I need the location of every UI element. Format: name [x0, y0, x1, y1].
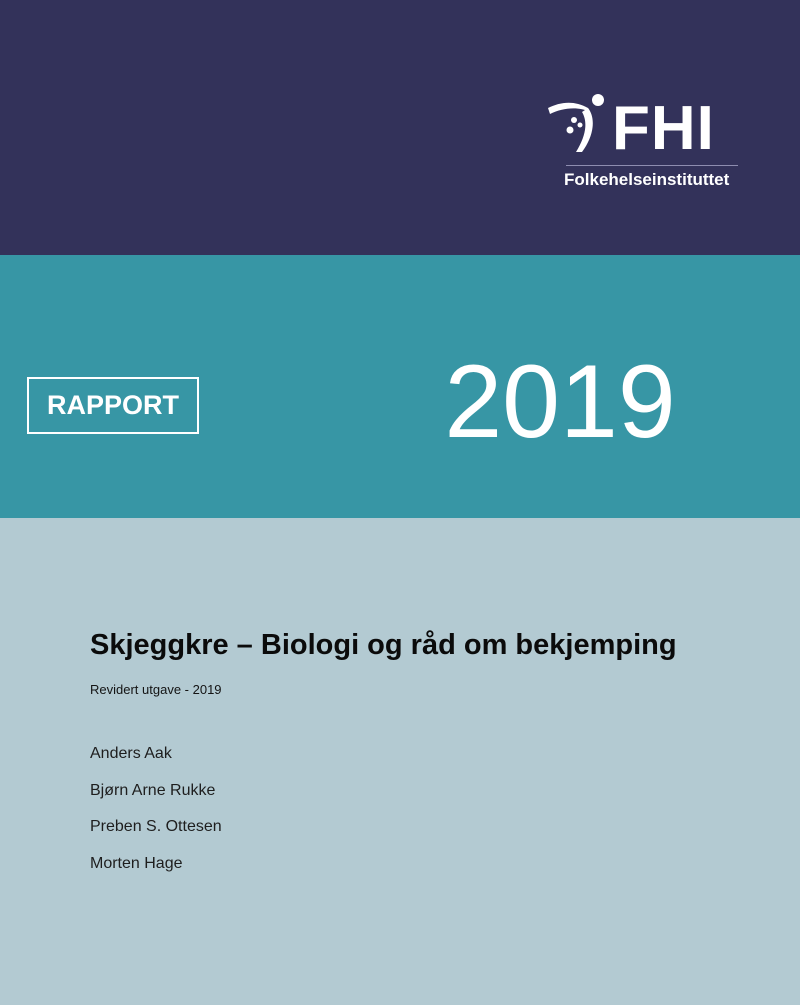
header-band [0, 0, 800, 255]
report-type-badge: RAPPORT [27, 377, 199, 434]
author-name: Preben S. Ottesen [90, 818, 222, 835]
logo-wordmark: FHI [612, 94, 715, 163]
institute-name: Folkehelseinstituttet [564, 170, 730, 189]
author-name: Anders Aak [90, 745, 172, 762]
logo-divider [566, 165, 738, 166]
report-title: Skjeggkre – Biologi og råd om bekjemping [90, 629, 677, 661]
person-figure-icon [544, 92, 608, 158]
author-list [90, 742, 222, 888]
report-year: 2019 [444, 344, 676, 460]
fhi-logo [540, 92, 745, 192]
report-subtitle: Revidert utgave - 2019 [90, 682, 222, 697]
author-name: Bjørn Arne Rukke [90, 781, 216, 799]
author-name: Morten Hage [90, 854, 183, 872]
